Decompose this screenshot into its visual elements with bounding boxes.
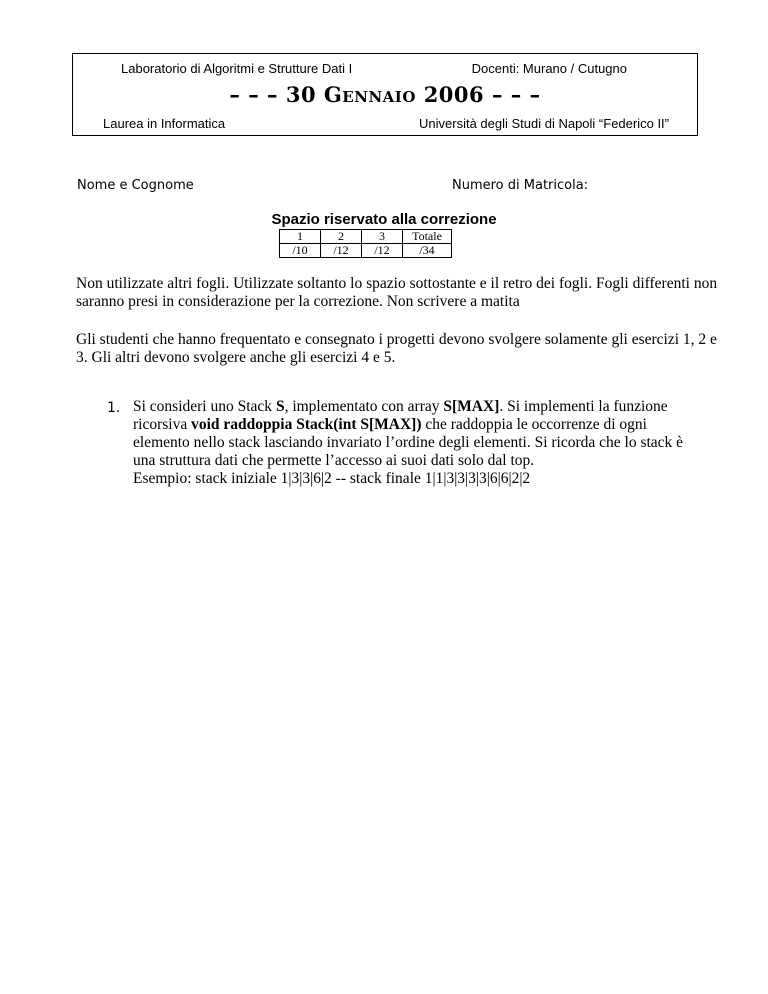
score-col-3: 3 — [362, 230, 403, 244]
score-table-points-row — [280, 244, 452, 258]
course-title: Laboratorio di Algoritmi e Strutture Dati I — [121, 61, 353, 76]
score-col-2: 2 — [321, 230, 362, 244]
score-points-2: /12 — [321, 244, 362, 258]
score-points-1: /10 — [280, 244, 321, 258]
instructions-paragraph-1: Non utilizzate altri fogli. Utilizzate soltanto lo spazio sottostante e il retro dei fogli. Fogli differenti non saranno presi in considerazione per la correzione. Non scrivere a matita — [76, 275, 718, 310]
name-field-label: Nome e Cognome — [77, 178, 194, 193]
exercise-example: Esempio: stack iniziale 1|3|3|6|2 -- stack finale 1|1|3|3|3|3|6|6|2|2 — [133, 470, 531, 487]
score-points-3: /12 — [362, 244, 403, 258]
correction-heading: Spazio riservato alla correzione — [271, 211, 497, 228]
score-table-header-row — [280, 230, 452, 244]
exercise-bold-term: S[MAX] — [443, 398, 500, 415]
header-box — [72, 53, 698, 136]
instructions-paragraph-2: Gli studenti che hanno frequentato e consegnato i progetti devono svolgere solamente gli esercizi 1, 2 e 3. Gli altri devono svolgere anche gli esercizi 4 e 5. — [76, 331, 717, 366]
exercise-text-part: che raddoppia le occorrenze di ogni elemento nello stack lasciando invariato l’ordine degli elementi. Si ricorda che lo stack è una struttura dati che permette l’accesso ai suoi dati solo dal top. — [133, 416, 684, 469]
exercise-1-text — [133, 398, 693, 488]
score-points-total: /34 — [403, 244, 452, 258]
score-table — [279, 229, 452, 258]
instructors: Docenti: Murano / Cutugno — [471, 61, 627, 76]
exercise-text-part: . Si implementi la funzione ricorsiva — [133, 398, 668, 433]
exercise-text-part: Si consideri uno Stack — [133, 398, 276, 415]
exercise-number: 1. — [107, 400, 121, 416]
exercise-text-part: , implementato con array — [284, 398, 444, 415]
score-col-total: Totale — [403, 230, 452, 244]
university-name: Università degli Studi di Napoli “Federico II” — [419, 116, 669, 131]
student-id-field-label: Numero di Matricola: — [452, 178, 589, 193]
exercise-function-signature: void raddoppia Stack(int S[MAX]) — [191, 416, 422, 433]
exam-date-title: – – – 30 Gennaio 2006 – – – — [229, 82, 541, 107]
score-col-1: 1 — [280, 230, 321, 244]
degree-program: Laurea in Informatica — [103, 116, 226, 131]
exercise-bold-term: S — [275, 398, 285, 415]
